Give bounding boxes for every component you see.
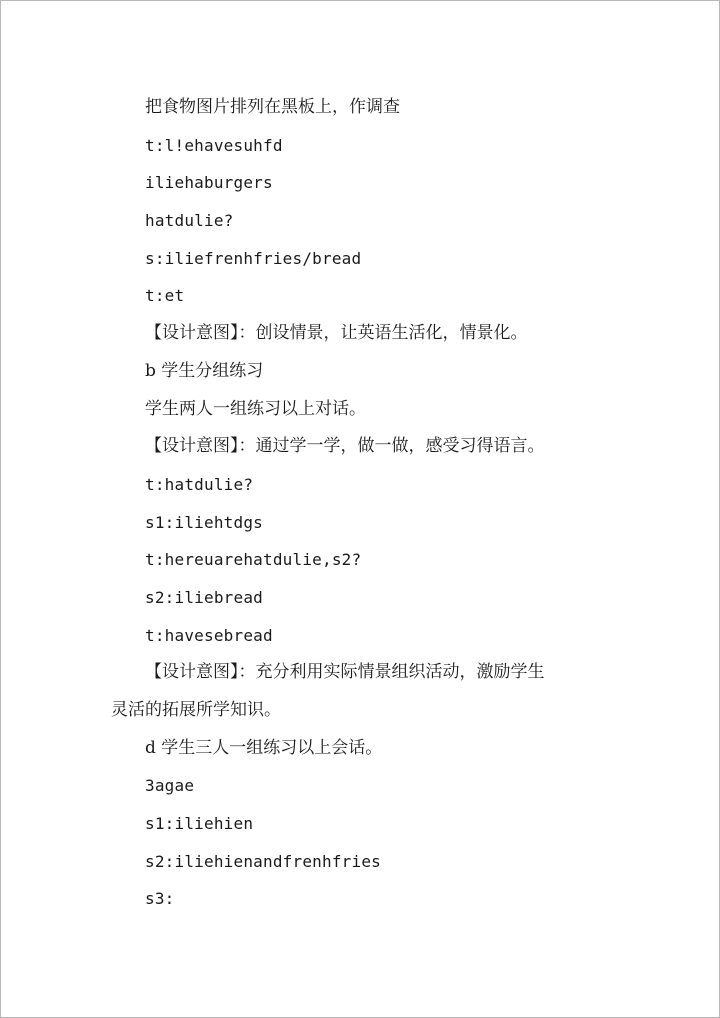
text-line: t:hereuarehatdulie,s2? xyxy=(145,550,362,570)
text-line: 【设计意图】：创设情景，让英语生活化，情景化。 xyxy=(145,323,528,344)
text-line: 把食物图片排列在黑板上，作调查 xyxy=(145,97,400,117)
text-line: 灵活的拓展所学知识。 xyxy=(111,700,281,720)
text-line: s1:iliehtdgs xyxy=(145,512,263,532)
text-line: b 学生分组练习 xyxy=(145,360,264,381)
text-line: t:havesebread xyxy=(145,625,273,645)
text-line: s3: xyxy=(145,889,175,909)
text-line: iliehaburgers xyxy=(145,173,273,193)
text-line: 3agae xyxy=(145,776,195,796)
text-line: 【设计意图】：通过学一学，做一做，感受习得语言。 xyxy=(145,436,545,457)
text-line: hatdulie? xyxy=(145,211,234,231)
text-line: t:et xyxy=(145,286,185,306)
text-line: 学生两人一组练习以上对话。 xyxy=(145,398,366,419)
text-line: t:l!ehavesuhfd xyxy=(145,135,283,155)
text-line: 【设计意图】：充分利用实际情景组织活动，激励学生 xyxy=(145,662,545,683)
document-body xyxy=(111,89,631,918)
text-line: s:iliefrenhfries/bread xyxy=(145,248,362,268)
text-line: s1:iliehien xyxy=(145,814,254,834)
text-line: s2:iliehienandfrenhfries xyxy=(145,851,381,871)
text-line: s2:iliebread xyxy=(145,587,263,607)
text-line: t:hatdulie? xyxy=(145,474,254,494)
text-line: d 学生三人一组练习以上会话。 xyxy=(145,737,383,758)
